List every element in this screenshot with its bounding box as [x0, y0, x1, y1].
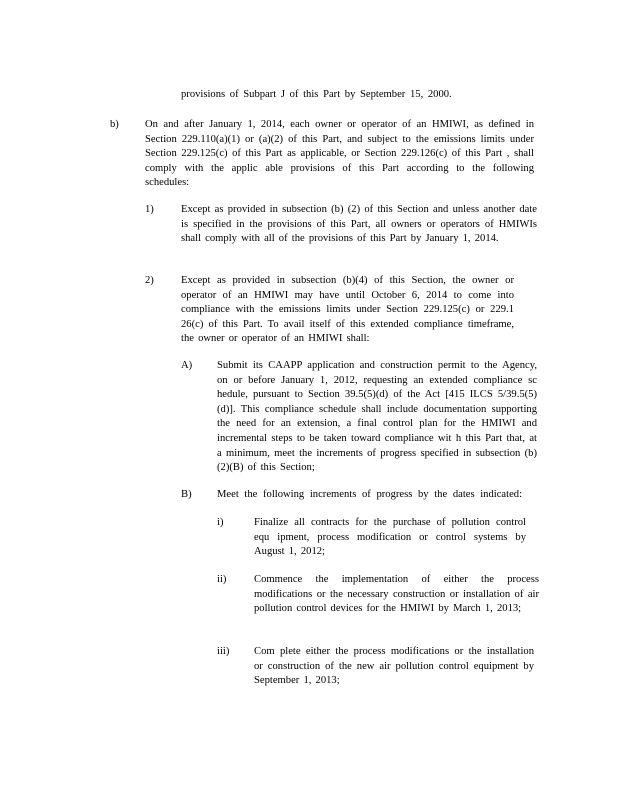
- continuation-text: provisions of Subpart J of this Part by September 15, 2000.: [181, 89, 452, 100]
- item-b-label: b): [110, 119, 119, 130]
- item-A-text: Submit its CAAPP application and construction permit to the Agency, on or before January 1, 2012, requesting an extended compliance sc hedule, pursuant to Section 39.5(5)(d) of the Act [415 ILCS 5/39.5(5)(d)]. This compliance schedule shall include documentation supporting the need for an extension, a final control plan for the HMIWI and incremental steps to be taken toward compliance wit h this Part that, at a minimum, meet the increments of progress specified in subsection (b)(2)(B) of this Section;: [217, 360, 537, 474]
- item-i-text: Finalize all contracts for the purchase of pollution control equ ipment, process modification or control systems by August 1, 2012;: [254, 517, 526, 558]
- item-B-text: Meet the following increments of progress by the dates indicated:: [217, 489, 523, 500]
- item-1-text: Except as provided in subsection (b) (2) of this Section and unless another date is specified in the provisions of this Part, all owners or operators of HMIWIs shall comply with all of the provisions of this Part by January 1, 2014.: [181, 204, 537, 245]
- item-iii-label: iii): [217, 646, 230, 657]
- item-ii-label: ii): [217, 574, 227, 585]
- item-A-label: A): [181, 360, 193, 371]
- item-i-label: i): [217, 517, 224, 528]
- item-iii-text: Com plete either the process modifications or the installation or construction of the new air pollution control equipment by September 1, 2013;: [254, 646, 534, 687]
- item-1-label: 1): [145, 204, 154, 215]
- item-ii-text: Commence the implementation of either the process modifications or the necessary construction or installation of air pollution control devices for the HMIWI by March 1, 2013;: [254, 574, 539, 615]
- item-b-text: On and after January 1, 2014, each owner or operator of an HMIWI, as defined in Section 229.110(a)(1) or (a)(2) of this Part, and subject to the emissions limits under Section 229.125(c) of this Part as applicable, or Section 229.126(c) of this Part , shall comply with the applic able provisions of this Part according to the following schedules:: [145, 119, 534, 189]
- item-B-label: B): [181, 489, 192, 500]
- item-2-text: Except as provided in subsection (b)(4) of this Section, the owner or operator of an HMIWI may have until October 6, 2014 to come into compliance with the emissions limits under Section 229.125(c) or 229.1 26(c) of this Part. To avail itself of this extended compliance timeframe, the owner or operator of an HMIWI shall:: [181, 275, 514, 345]
- item-2-label: 2): [145, 275, 154, 286]
